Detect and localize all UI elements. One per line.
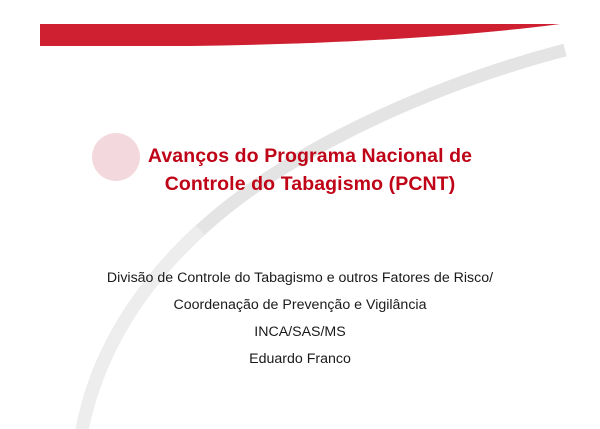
page-title — [60, 142, 560, 198]
subtitle-line-4: Eduardo Franco — [249, 351, 351, 367]
subtitle-line-2: Coordenação de Prevenção e Vigilância — [173, 297, 427, 313]
subtitle-line-3: INCA/SAS/MS — [254, 324, 346, 340]
title-line-2: Controle do Tabagismo (PCNT) — [164, 173, 456, 195]
decorative-red-swoosh — [40, 22, 560, 48]
subtitle — [40, 265, 560, 373]
title-line-1: Avanços do Programa Nacional de — [147, 145, 473, 167]
subtitle-line-1: Divisão de Controle do Tabagismo e outros Fatores de Risco/ — [106, 270, 494, 286]
